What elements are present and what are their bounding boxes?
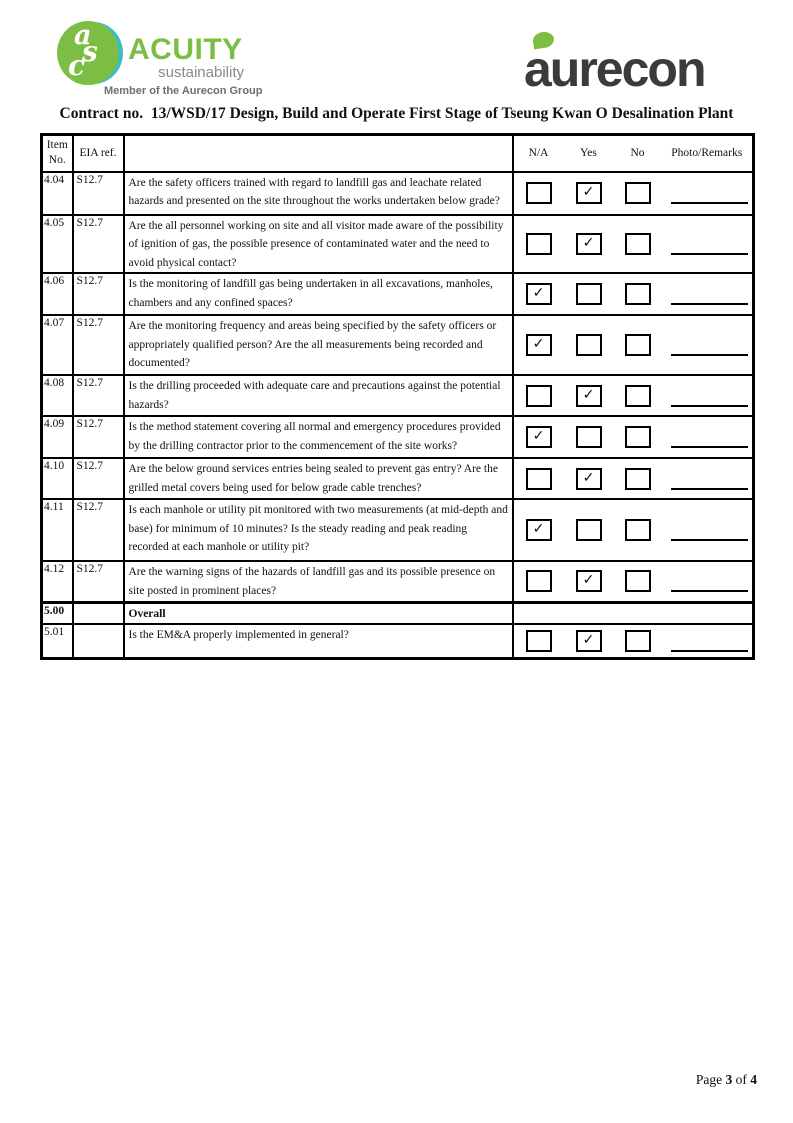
checkbox-no[interactable]	[625, 570, 651, 592]
question-text: Are the safety officers trained with regard to landfill gas and leachate related hazards and presented on the site throughout the works undertaken below grade?	[124, 172, 513, 215]
item-no-header	[42, 135, 73, 172]
acuity-tagline: sustainability	[158, 64, 244, 81]
acuity-monogram-icon	[57, 21, 119, 85]
checkbox-na[interactable]: ✓	[526, 519, 552, 541]
answer-cell	[513, 416, 754, 458]
checkbox-na[interactable]: ✓	[526, 426, 552, 448]
item-no-cell: 5.01	[42, 624, 73, 658]
question-text: Are the below ground services entries being sealed to prevent gas entry? Are the grilled metal covers being used for below grade cable trenches?	[124, 458, 513, 499]
checkbox-na[interactable]	[526, 468, 552, 490]
remarks-column-header: Photo/Remarks	[671, 146, 743, 159]
remarks-line[interactable]	[671, 426, 748, 448]
question-text: Is the method statement covering all normal and emergency procedures provided by the drilling contractor prior to the commencement of the site works?	[124, 416, 513, 458]
answer-cell	[513, 273, 754, 315]
answer-cell	[513, 315, 754, 375]
checkbox-yes[interactable]	[576, 426, 602, 448]
item-no-cell: 4.12	[42, 561, 73, 602]
eia-ref-cell: S12.7	[73, 273, 124, 315]
checkbox-yes[interactable]: ✓	[576, 570, 602, 592]
answer-headers	[513, 135, 754, 172]
remarks-line[interactable]	[671, 182, 748, 204]
header-row	[42, 135, 754, 172]
checkbox-yes[interactable]: ✓	[576, 385, 602, 407]
eia-ref-header: EIA ref.	[73, 135, 124, 172]
eia-ref-cell: S12.7	[73, 458, 124, 499]
remarks-line[interactable]	[671, 570, 748, 592]
remarks-line[interactable]	[671, 233, 748, 255]
answer-cell	[513, 499, 754, 561]
eia-ref-cell: S12.7	[73, 315, 124, 375]
table-row	[42, 215, 754, 274]
checklist-table	[40, 133, 755, 660]
checkbox-yes[interactable]: ✓	[576, 182, 602, 204]
page-title: Contract no. 13/WSD/17 Design, Build and Operate First Stage of Tseung Kwan O Desalination Plant	[59, 105, 734, 122]
eia-ref-cell	[73, 624, 124, 658]
acuity-member-text: Member of the Aurecon Group	[104, 85, 263, 97]
item-no-cell: 4.08	[42, 375, 73, 416]
checkbox-no[interactable]	[625, 233, 651, 255]
question-text: Are the warning signs of the hazards of landfill gas and its possible presence on site posted in prominent places?	[124, 561, 513, 602]
checkbox-yes[interactable]: ✓	[576, 630, 602, 652]
eia-ref-cell: S12.7	[73, 416, 124, 458]
answer-cell	[513, 375, 754, 416]
monogram-letter-s: s	[82, 35, 98, 68]
no-column-header: No	[630, 146, 645, 159]
eia-ref-cell: S12.7	[73, 499, 124, 561]
aurecon-wordmark: aurecon	[524, 41, 705, 97]
page-number	[696, 1072, 757, 1088]
item-no-cell: 4.05	[42, 215, 73, 274]
table-row	[42, 416, 754, 458]
page-number-total: 4	[750, 1072, 757, 1087]
checkbox-yes[interactable]	[576, 283, 602, 305]
item-header-line1: Item	[46, 139, 68, 152]
remarks-line[interactable]	[671, 519, 748, 541]
remarks-line[interactable]	[671, 385, 748, 407]
checkbox-yes[interactable]	[576, 519, 602, 541]
checkbox-no[interactable]	[625, 630, 651, 652]
remarks-line[interactable]	[671, 283, 748, 305]
checkbox-no[interactable]	[625, 385, 651, 407]
aurecon-logo	[524, 30, 754, 97]
answer-cell	[513, 561, 754, 602]
item-no-cell: 5.00	[42, 602, 73, 624]
checkbox-na[interactable]: ✓	[526, 283, 552, 305]
checkbox-no[interactable]	[625, 182, 651, 204]
table-row	[42, 499, 754, 561]
question-text: Are the all personnel working on site and all visitor made aware of the possibility of ignition of gas, the possible presence of contaminated water and the need to avoid physical contact?	[124, 215, 513, 274]
question-text: Is the drilling proceeded with adequate care and precautions against the potential hazards?	[124, 375, 513, 416]
checkbox-no[interactable]	[625, 283, 651, 305]
table-row	[42, 375, 754, 416]
table-row	[42, 458, 754, 499]
table-row	[42, 561, 754, 602]
eia-ref-cell	[73, 602, 124, 624]
item-header-line2: No.	[48, 154, 66, 167]
eia-ref-cell: S12.7	[73, 561, 124, 602]
checkbox-na[interactable]	[526, 385, 552, 407]
item-no-cell: 4.06	[42, 273, 73, 315]
checkbox-na[interactable]	[526, 182, 552, 204]
table-row	[42, 273, 754, 315]
table-row	[42, 315, 754, 375]
table-row	[42, 624, 754, 658]
answer-cell	[513, 458, 754, 499]
question-header	[124, 135, 513, 172]
checkbox-no[interactable]	[625, 426, 651, 448]
page-number-current: 3	[725, 1072, 733, 1087]
checkbox-na[interactable]: ✓	[526, 334, 552, 356]
question-text: Overall	[124, 602, 513, 624]
checkbox-no[interactable]	[625, 468, 651, 490]
na-column-header: N/A	[528, 146, 549, 159]
checkbox-yes[interactable]: ✓	[576, 233, 602, 255]
remarks-line[interactable]	[671, 468, 748, 490]
table-row	[42, 602, 754, 624]
question-text: Is the EM&A properly implemented in general?	[124, 624, 513, 658]
remarks-line[interactable]	[671, 334, 748, 356]
item-no-cell: 4.09	[42, 416, 73, 458]
answer-cell	[513, 624, 754, 658]
answer-cell	[513, 172, 754, 215]
checkbox-na[interactable]	[526, 570, 552, 592]
page-number-of: of	[735, 1072, 747, 1087]
page-number-prefix: Page	[695, 1072, 723, 1087]
monogram-letter-a: a	[74, 20, 92, 51]
eia-ref-cell: S12.7	[73, 375, 124, 416]
eia-ref-cell: S12.7	[73, 215, 124, 274]
question-text: Is each manhole or utility pit monitored with two measurements (at mid-depth and base) for minimum of 10 minutes? Is the steady reading and peak reading recorded at each manhole or utility pit?	[124, 499, 513, 561]
question-text: Is the monitoring of landfill gas being undertaken in all excavations, manholes, chambers and any confined spaces?	[124, 273, 513, 315]
checkbox-na[interactable]	[526, 630, 552, 652]
answer-cell	[513, 602, 754, 624]
checkbox-yes[interactable]: ✓	[576, 468, 602, 490]
item-no-cell: 4.07	[42, 315, 73, 375]
item-no-cell: 4.10	[42, 458, 73, 499]
checkbox-no[interactable]	[625, 519, 651, 541]
remarks-line[interactable]	[671, 630, 748, 652]
yes-column-header: Yes	[580, 146, 597, 159]
item-no-cell: 4.04	[42, 172, 73, 215]
checklist-body	[42, 172, 754, 659]
answer-cell	[513, 215, 754, 274]
eia-ref-cell: S12.7	[73, 172, 124, 215]
checkbox-yes[interactable]	[576, 334, 602, 356]
acuity-wordmark: ACUITY	[128, 33, 243, 66]
checkbox-no[interactable]	[625, 334, 651, 356]
question-text: Are the monitoring frequency and areas being specified by the safety officers or appropriately qualified person? Are the all measurements being recorded and documented?	[124, 315, 513, 375]
monogram-letter-c: c	[68, 49, 86, 82]
item-no-cell: 4.11	[42, 499, 73, 561]
table-row	[42, 172, 754, 215]
acuity-logo	[0, 0, 280, 105]
checkbox-na[interactable]	[526, 233, 552, 255]
